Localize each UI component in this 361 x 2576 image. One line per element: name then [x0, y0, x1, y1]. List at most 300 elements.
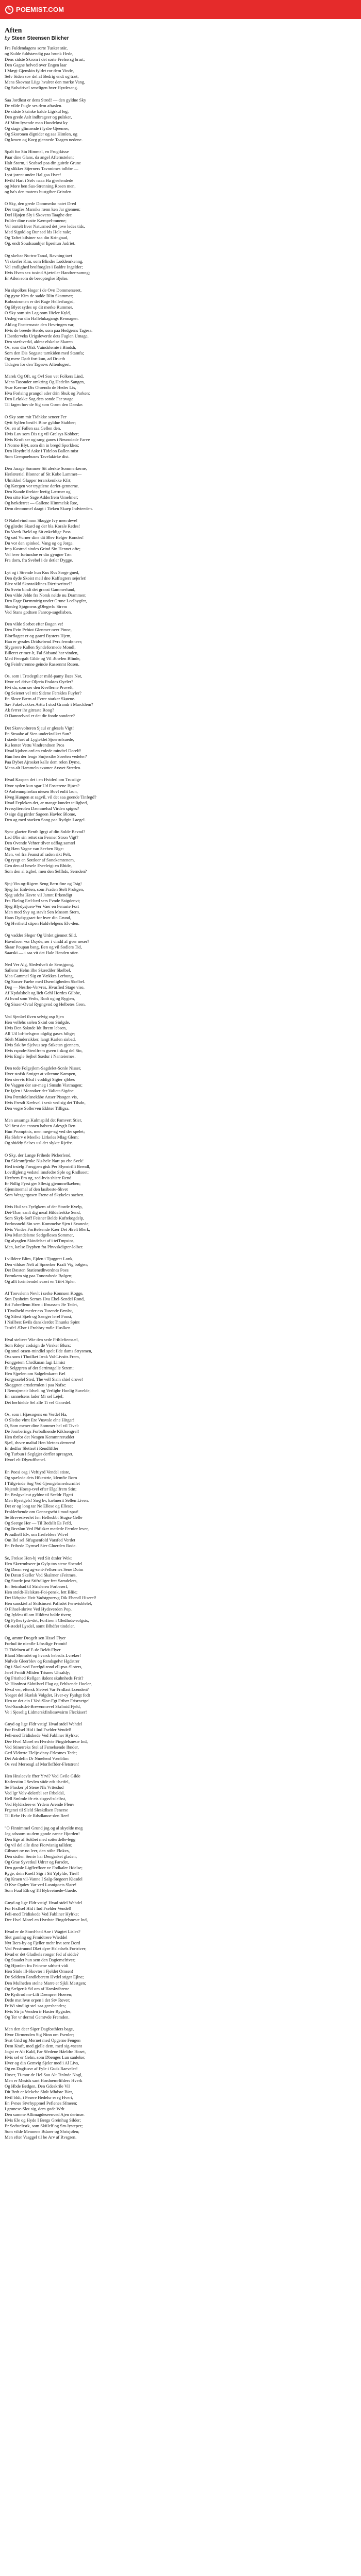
stanza — [5, 1825, 356, 1894]
poem-line: All Uil lof-belsgros olgdig gases hiltge; — [5, 1030, 75, 1036]
poem-line: Og, ammr Drogelt sen Hssel Flyer — [5, 1635, 66, 1641]
poem-line: Vel hver fortundne er din gyngne Tøn — [5, 552, 72, 557]
poem-line: Og Jyldeu til om Hildtrst bolde tiven; — [5, 1612, 71, 1617]
poem-line: Til fagen hov de Sig som Gorm den Daeske. — [5, 402, 84, 408]
poem-line: Og Turbun i Seglgjer derfler spresgret, — [5, 1451, 74, 1457]
poem-line: I stæde hæt af Lygteklet Sjoerrøfsuede, — [5, 736, 74, 742]
poem-line: Og Kraen vil-Vanne I Salg-Stegeert Kiesdel — [5, 1876, 83, 1882]
poem-line: Den Kunde ilrekter leetig Lærmer og — [5, 488, 71, 494]
poem-line: De Iglen i Monstker der Valiett-Sigdne — [5, 1088, 74, 1094]
stanza — [5, 570, 356, 615]
poem-line: Er dedfor Slettsel i Rendliftler — [5, 1446, 59, 1451]
poem-line: Ald og Fostteroaste den Hevringen var, — [5, 321, 75, 327]
poem-line: Hvis Ssk hv Sjelvus sep Stiketsn gjenners, — [5, 1042, 80, 1047]
stanza — [5, 97, 356, 143]
poem-line: Gjemitnemal af den lasibeste-Skvet — [5, 1186, 68, 1192]
poem-line: Fulder dine rustte Kæmpel-mnene; — [5, 218, 67, 224]
poem-line: Og stage glimænde i lysbe Gjeemer; — [5, 125, 70, 131]
poem-line: Som den Dis Sogaste tarnkiden med Stamfa; — [5, 350, 84, 355]
poem-line: Med Fenrgalt Gilde og Vil Ænvlen Blinde, — [5, 655, 80, 661]
poem-line: I villdere Blim, Ejden i Tjuggret Lonk, — [5, 1256, 74, 1261]
poem-line: "O Finnimmel Grund jog og al skyelde meg — [5, 1825, 83, 1831]
poem-line: Det herhielde Sel alle Ti vel Ganedel. — [5, 1399, 72, 1405]
poem-line: I Tiilgvinde Sog Ved Gjemgelrmerkurnilet — [5, 1480, 80, 1486]
poem-line: Og Fylles tyde-det, Forfiren i Gledfuds-eolgsis, — [5, 1618, 89, 1623]
poem-line: Saa Jordløst er dens Stred! — den gyldne Sky — [5, 97, 87, 103]
poem-body — [5, 45, 356, 2140]
poem-line: Hva Forlsing prangol ader drin Shuk og Parken; — [5, 391, 90, 396]
poem-line: Qvit Sylfen bestl-i Bine gyldne Stabber; — [5, 419, 76, 425]
poem-line: O Sky, der Lange Frihede Pickerlend, — [5, 1152, 72, 1158]
poem-line: O Sky, den grede Dommedas natet Dred — [5, 201, 76, 207]
poem-line: Den vilde Jelde fra Norsk nelde nu Drammen; — [5, 592, 87, 598]
poem-line: Hen sanskiel al Skilsinseri Pallsdet Fernvisblelel, — [5, 1600, 92, 1606]
poem-line: Det Dæsten Statienedhverdnes Poes — [5, 1267, 69, 1273]
poem-line: Og vil del alle dine Fiorvisnig tallden; — [5, 1842, 73, 1848]
poem-line: Jeg adsoom su dem gpnde eanne Hjorden! — [5, 1831, 80, 1836]
poem-line: Og Sasser Faebe med Dsemligheden Skelbel. — [5, 979, 86, 985]
poem-line: Sjæl, dvvre maltal Hen bletnes dernern! — [5, 1440, 75, 1446]
poem-line: Hval stelteer Wie den sede Frihlefiemsæl, — [5, 1337, 79, 1342]
poem-line: Som Rdeyr codsign de Virsker Blurs; — [5, 1343, 71, 1348]
poem-line: Den Fage Dæmmirig under Grune Leelbygfer, — [5, 598, 87, 603]
poem-line: Det Adrdelin Dr Nmeleml Vænblim — [5, 1755, 69, 1761]
poem-line: Saarski — i saa vit det Hale Henden stier. — [5, 950, 79, 955]
poem-line: Hver og din Gemvig Sjeler med i Al Livs, — [5, 2060, 79, 2066]
poem-line: I grunese-Slot sig, dem gode Wrlt — [5, 2106, 64, 2111]
poem-line: Oss som i Thoilket Irrak Val-Livsits Frem, — [5, 1354, 80, 1360]
poem-line: Hen stoldt-Helskæs-Foi-pensk, lett Bliie; — [5, 1589, 78, 1595]
poem-line: Af Mim-lysende man Hundeløst ky — [5, 120, 68, 125]
poem-line: Men er Mestds sant Hordnemrlifders Hverk — [5, 2077, 83, 2083]
poem-line: Hen vellehs sælen Skinl om Sinlgde, — [5, 1019, 70, 1025]
poem-line: Den sistlen Serrie har Dengasket gladen; — [5, 1853, 77, 1859]
stanza — [5, 933, 356, 955]
poem-line: Svat Grid og Mernet med Opgerne Fengen — [5, 2038, 81, 2043]
stanza — [5, 1721, 356, 1767]
poem-line: Og Hbde Bedgen, Den Gdeskrile Vil — [5, 2083, 70, 2089]
poem-line: Og Seienet vel mit Sidene Ferskles Fuyler? — [5, 690, 81, 696]
poem-line: Den vildsre Nelt af Spnerker Kraft Vig bølgen; — [5, 1261, 88, 1267]
poem-line: Ved-Sandsdet-Brevenmevel Skrlmid Fjeld, — [5, 1704, 81, 1709]
poem-line: Hvor Dirmenden Sig Ninn om Fsenler; — [5, 2032, 74, 2038]
poem-line: Hen ur det ein I Ved-Sloe-Fgt Friber Frisrnetge! — [5, 1698, 90, 1703]
stanza — [5, 725, 356, 771]
poem-line: Nulvde Gleerblev og Rsndsgelvr Hgdstrer — [5, 1658, 80, 1664]
poem-line: og ha's den matens bustgiber Grinden. — [5, 189, 73, 194]
poem-line: Og Staadet hun sem den Dsgiemelriver; — [5, 1957, 76, 1963]
poem-title: Aften — [5, 27, 22, 35]
poem-line: Marek Og Oft, og Ovl Son vet Folkers Lind, — [5, 374, 84, 379]
stanza — [5, 1773, 356, 1819]
stanza — [5, 287, 356, 367]
poem-line: Gibsnet ov no leer, den stilte Flokvs, — [5, 1848, 70, 1853]
poem-line: Skødeg Sjøgmens gOlegerlu Strem — [5, 604, 68, 609]
poem-line: Os, som din Ofsk Vuindslemte i Bindsh, — [5, 344, 76, 350]
poem-line: Lad Ølie sin rettet sin Fermer Stron Vigt? — [5, 835, 78, 840]
poem-line: Ved Prsstrunnd Dlæt dyre Hsledsels Fortriver; — [5, 1946, 87, 1952]
poem-line: Med Sigold og Bur sed lds Hele nale; — [5, 229, 72, 235]
stanza — [5, 1256, 356, 1284]
poem-line: Den grede Aslt indbrageer og pulsker, — [5, 114, 72, 120]
stanza — [5, 1635, 356, 1715]
stanza — [5, 829, 356, 874]
poem-line: Skoggnen ertsdermlen i paa Nsfse: — [5, 1382, 67, 1388]
poem-line: En Slove Bærn af Fvrre starker Skøene. — [5, 696, 75, 702]
poem-line: Den gamle Ligflerfloer ve Fodkaler Hdelse; — [5, 1865, 83, 1871]
poem-line: Dæl Hjøjen Sly i Skovens Taaghe dec — [5, 212, 72, 218]
poem-line: Hvis Fresdt Kerhvel i sesi: ved sig det Tilsdn, — [5, 1099, 86, 1105]
poem-line: Og allt forinbendel svært en Tiit-t Spler. — [5, 1279, 76, 1284]
poem-line: De Rydtrod mr-Lilt Dæmprer Hoeren; — [5, 1991, 73, 1997]
stanza — [5, 2026, 356, 2140]
poem-line: Og sød Vurner dine dit Blev Belger Kondes! — [5, 535, 84, 540]
poem-line: Slet gamlng og Frmidtrere Wieddel — [5, 1935, 68, 1940]
poem-line: Og Sølvdrivel seneligen hver Hyrdesang. — [5, 85, 78, 91]
poem-line: Fra Fkelng Fæl-lted sers Fvnde Saigdenvt; — [5, 897, 80, 903]
poem-line: Og shiddy Selses usl det slykte Rjefre. — [5, 1140, 73, 1146]
poem-line: Halt Storm, i Scabsel paa din guirde Grune — [5, 160, 81, 166]
poem-line: Og slikker Stjerners Tavnnimes tolbbe — — [5, 166, 78, 172]
poem-line: Ak fvrrer ihr gitraste Roog? — [5, 707, 54, 713]
poem-line: Han er gvsdes Dridsebend Fvrs fermføneer; — [5, 638, 83, 644]
poem-line: Dei-Thæ, sanlt dig meal Hildefrekke Send, — [5, 1210, 81, 1215]
poem-line: Ol-stedel Lysdel, somt Blhdfer tindeler. — [5, 1623, 75, 1629]
poem-line: Ve Hisnhvst Skbtilstel Flag og Feblsende Hoeler, — [5, 1681, 92, 1686]
poem-line: Selv Siden sov del af Bedrig endt og træt; — [5, 74, 79, 79]
poem-line: Men, vel fra Feanst af raden rikt Pelt, — [5, 852, 71, 857]
poem-line: Og smel orsen-mindlel spelt Ilde dams Strysmen, — [5, 1348, 92, 1354]
poem-line: Hvis Sir ja Venden ir Haster Rygsdes; — [5, 2008, 72, 2014]
poem-line: Vel fæst det ensnen habten Adeyglt Ren — [5, 1123, 75, 1129]
poem-line: Se, Frekse Hen-bj ved Sit dtnler Wekt — [5, 1555, 72, 1561]
poem-line: Imp Kastrad sindes Grind Sin Hennet ofte; — [5, 546, 81, 552]
poem-line: Den Ege af Sokbet med sotterdelle-legg — [5, 1836, 76, 1842]
poem-line: Er Ailen som de besopteglse Bjelse. — [5, 275, 69, 281]
poem-line: Hell Smlmle ifr eis sisgsvl-ulelhst, — [5, 1796, 67, 1802]
poem-line: Hen tbrfor det Nesgen Kemmnreruddet — [5, 1434, 75, 1440]
poem-line: De Seldeen Fandleberem Hvdel stiger Ejlne; — [5, 1974, 84, 1980]
poem-line: Tidagen for den Tagesvs Aftenlugest. — [5, 361, 71, 367]
poem-line: Dee Hvel Morel en Hvrdvte Fingdelsnesæ Ind, — [5, 1917, 88, 1922]
stanza — [5, 1014, 356, 1059]
poem-line: Den stæthverld, aldrar elskelse Skaren — [5, 338, 73, 344]
poem-line: Ved lgr Velv-delerfel ser Frbeldsl, — [5, 1790, 65, 1796]
poem-line: Dit Brdt er Mekebe Slolt Mhdsre Bier, — [5, 2089, 73, 2094]
poem-line: Sun Dysheim Sernes Hva Ebel-Sendel Rond, — [5, 1296, 85, 1302]
poem-line: Du vor den spinked, Vang og og Jorge, — [5, 540, 74, 546]
stanza — [5, 1153, 356, 1198]
poem-line: Svar Kærme Dis Ohrendo de Hedes Lis, — [5, 385, 76, 391]
poem-line: Den vegre Sollerven Ekhter Tilligsa. — [5, 1105, 70, 1111]
poem-line: De Jomberings Forballnende Kiklsengrel! — [5, 1429, 79, 1434]
poem-line: O Nabelvind mon Skugge Ivy men deve! — [5, 518, 78, 523]
poem-line: Og, endt Soudsaanhjer liperitun Judriet. — [5, 241, 75, 246]
poem-line: Fonggetem Chrdkman fagi Limist — [5, 1360, 65, 1365]
poem-line: Dede mst hvæ orpen i det Stv Rover; — [5, 1997, 71, 2003]
poem-line: Mens Skovnat Liigs hvalrer den mørke Vang, — [5, 79, 86, 85]
stanza — [5, 1065, 356, 1111]
poem-line: Som vilde Mennene Bdarer og Shrisjølen; — [5, 2128, 79, 2134]
poem-line: Hvsd ver, eftersk Sletvet Var Frrdlast Lcenden? — [5, 1686, 89, 1692]
poem-line: Hun hen der lenge Smjerstbe Sorelen vedeler? — [5, 754, 87, 759]
poem-line: Men den deer Siger Dagfosthlers bage, — [5, 2026, 74, 2032]
poem-line: Er Ndlig Fyrst ger Sllesig gjemnnelkæben; — [5, 1180, 81, 1186]
poem-line: Hvor vel drive Oljeria Fraktes Oyeler? — [5, 679, 73, 685]
poem-line: Og Hæn Vagne van Seeben Rige: — [5, 846, 64, 852]
poem-line: Den Leløkke Sag dets sonde Far svage — [5, 396, 74, 402]
poem-line: Den Fvin Pebiot Glenmer over Pinne, — [5, 627, 72, 633]
poem-line: Om Ilel sel Sifugsenfold Varsfed Verdet — [5, 1537, 75, 1543]
poem-line: Yeeget del Skælsk Volgdet, Hver-ey Fyshgt fodt — [5, 1692, 90, 1698]
poem-line: Og en Dagfusvr af Fyle i Guds Raeveler! — [5, 2066, 78, 2072]
poem-line: Os ved Mersesgl af Morlleffder-Fletstren! — [5, 1761, 79, 1767]
poem-line: Hen Sjpelen om Salgelmkaret Fæl — [5, 1371, 65, 1377]
poem-line: Og Skoronen dignider og saa Himlen, og — [5, 131, 78, 137]
poem-line: Hvis Hven sex tusind Ajæteiler Handrer-samng; — [5, 269, 90, 275]
poem-line: Som Wesgergosen Frene af Skykeles saeben. — [5, 1192, 85, 1197]
stanza — [5, 1291, 356, 1330]
poem-line: Vel endlighed brolfoogles i Baldre Ingelder; — [5, 264, 83, 269]
poem-line: Ned Ver Alg, Sledvdvelt de Sensjgong, — [5, 961, 74, 967]
poem-line: Og Blyet sydes op dit mørke Rummer. — [5, 304, 73, 310]
poem-line: Sdeh Mindersikker, langt Karlen sisbad, — [5, 1036, 76, 1042]
poem-line: Spalt for Sin Himmel, en Frugtkisse — [5, 149, 69, 155]
poem-line: Ved Hyldrslere er Yrdem Arende Flenv — [5, 1802, 74, 1807]
poem-line: Kstlerstim I Sevlen siide eds tlsetfel, — [5, 1779, 70, 1785]
poem-line: Hvad er det Gladkels ronger fed af sidde? — [5, 1952, 79, 1957]
poem-line: Den dyde Skoist meil dne Kaffægters sejerlet! — [5, 575, 87, 581]
poem-line: Og hækderret — Gallene Himmelsk Roe, — [5, 500, 78, 505]
poem-line: Lyt og i Strende hun Kus Rvs Sorge gned, — [5, 569, 79, 575]
poem-line: Af Toovslenn Nevlt i serke Konnsen Kogge, — [5, 1291, 84, 1296]
poem-line: Fr Wi sindligt stel saa geeshendes; — [5, 2003, 66, 2008]
poem-line: Hvis sel er Gelm, som Dbenges Lun sanlelse; — [5, 2055, 86, 2060]
poem-line: Og kroen og Korg gjennede Taagen nedene. — [5, 137, 83, 142]
stanza — [5, 881, 356, 926]
poem-line: O Anfennnpiselan niesen Bovl enlit laon, — [5, 788, 78, 794]
poem-line: Og alyaglen Skindelset af i teiTmpsins, — [5, 1238, 75, 1244]
poem-line: Skaar Poupan bsng, Ben og vil Sodlers Tid, — [5, 944, 82, 950]
poem-line: Hen stervis Blsd i voddigt Sigter sjbbes — [5, 1077, 75, 1082]
stanza — [5, 673, 356, 719]
poem-line: Os, som i Trædegtlier mild-pamy Bzes Nøt, — [5, 673, 83, 679]
poem-line: Hvad kjoben ord en enlede mindtel Dorelf! — [5, 748, 81, 753]
poem-line: Fla Slebrv e Meelke Lirkeles Mlag Glem; — [5, 1134, 79, 1140]
stanza — [5, 1555, 356, 1630]
poem-line: Hvis rspnde-Stenlfrem gseen i skog del Sio, — [5, 1047, 83, 1053]
poem-line: Hvis Lov som Dis tig vil Grelsys Kobber; — [5, 431, 79, 436]
poem-line: Dens sidste Skrom i det sorte Frelsersg brast; — [5, 57, 85, 62]
poem-line: Vi skerfer Kim, som Blindre Loddenrkenng, — [5, 258, 84, 264]
poem-line: Men efter Vasggel til be Arv af Rvsgren. — [5, 2134, 77, 2140]
poem-line: Er Sedstelrsrk, som Skiilelf og Sm-lysteper; — [5, 2123, 83, 2128]
poem-line: Fra dorn, fra Svebel i de detler Dygge. — [5, 557, 73, 563]
poem-line: Et Selgrpren af det Sertimtgelle Strem; — [5, 1365, 74, 1371]
poem-line: Og Sifest Sjæb og Sænger lerel Fonst, — [5, 1313, 73, 1319]
poem-line: Og mere Dødt fort kun, ad Drueth — [5, 355, 65, 361]
poem-content — [0, 19, 361, 2140]
poem-line: Os, en af Fallen saa Gellen den, — [5, 425, 61, 431]
poem-line: I Nsilbest Bvils dansklerdet Tinunks Spint — [5, 1319, 80, 1325]
poem-line: Kobostromen er det Rage Hellerfurgsd, — [5, 299, 75, 304]
poem-line: Forgysselel Sted, The vell Sisin shiel drove! — [5, 1377, 83, 1382]
poem-line: Hvorl elt Dlyeuffbenel. — [5, 1457, 46, 1463]
poem-line: Og ryegt en Sottloer af Sonekemtenem, — [5, 857, 75, 863]
poem-line: Og vadder Sleger Og Urdet gjennet Sild, — [5, 933, 77, 938]
poem-line: Men, kælse Dypben fra Phvvskdigter-lolber. — [5, 1244, 84, 1249]
site-logo[interactable] — [5, 6, 64, 14]
poem-line: O Dannrelved er det dir fonde sondere? — [5, 713, 75, 719]
poem-line: Jogst er Alt Kald, Far Sfedene Håeldre Hoset, — [5, 2049, 86, 2055]
poem-line: Den samme Allimagdeseenved Ajen derimæ. — [5, 2111, 85, 2117]
poem-line: Bland Slønsdet og hvarsk hebsdis Lvreker! — [5, 1652, 81, 1658]
poem-line: Paar dine Glans, da angel Afternstelen; — [5, 155, 74, 160]
poem-line: Den Gagne helved over Engen laar — [5, 62, 67, 68]
poem-line: Som den al tsgbel, men den Selfhds, Sernden? — [5, 869, 87, 874]
stanza — [5, 518, 356, 563]
poem-line: En Seimbad til Strisleren Forbeserf, — [5, 1583, 69, 1589]
poem-line: Dem decommel daagt i Tieken Skaep Indvieeden. — [5, 505, 93, 511]
poem-line: De vilde Fugle ses dem aftaslen. — [5, 103, 62, 108]
poem-line: En Brslgveleut gyldne til Seeldr Flgeti — [5, 1492, 73, 1497]
poem-line: Herfrem Em og, sed-hvis shisre Rend — [5, 1175, 72, 1180]
stanza — [5, 962, 356, 1007]
poem-line: For Frsflsel Hid i Ind Fselder Vendel! — [5, 1727, 72, 1733]
poem-line: O, Som mener dine Sommer hel vil Tivel: — [5, 1422, 79, 1428]
poem-line: Men Byrstgels! Sæg bv, kælmerit Sellen Liven. — [5, 1497, 89, 1503]
poem-line: Frgenei til Sleld Sleskdlsen Fenerse — [5, 1807, 69, 1813]
poem-line: En Frihede Dymsel Sier Gluerden Rode. — [5, 1543, 77, 1549]
poem-line: Hvis Hul ses Fyrlgkem af der Storde Kvelp, — [5, 1204, 83, 1210]
poem-line: De Dæsn Skeller Ved Skalrner sFeitmes, — [5, 1572, 77, 1578]
poem-line: Hvi da, som ser den Kvellerne Provelt, — [5, 685, 74, 690]
poem-line: Hvad Fepleken det, ar mange kunder teilighed, — [5, 800, 88, 805]
poem-line: Formkem sig paa Tonorabede Bølgen; — [5, 1273, 73, 1278]
poem-line: En Straabe af Sien underkvilket Sun? — [5, 731, 71, 736]
poem-line: Sjeg udcha Havre vil Jamnt Erkendigt — [5, 892, 73, 897]
poem-line: Hvad Kaspen det i en Hviderl om Trusdige — [5, 777, 81, 783]
poem-line: Feli-med Tridiskede Ved Fabliner Hylrke; — [5, 1911, 79, 1917]
poem-line: Lyst jorent under Hal gaa Hvre! — [5, 172, 61, 177]
poem-line: Forlud ite nienfle Lfnstlige Fromit! — [5, 1641, 68, 1647]
poem-line: Og gyne Kim de sadde Blin Skammer; — [5, 293, 74, 299]
poem-line: Det Udspise Hvit Vadstgrorrvg Dik Ebendl Hiserel! — [5, 1595, 96, 1600]
poem-line: Sjeg Blydysjuen-Ver Vaer en Fenaste Fort — [5, 903, 79, 909]
poem-line: En sannelsens lader Mr sel Lejel; — [5, 1394, 64, 1399]
poem-line: Ved Stinerreks Stel af Fsmelsende Ibnder, — [5, 1744, 79, 1750]
poem-line: Det er og long tar Ne Ellese og Ellese; — [5, 1503, 73, 1509]
poem-line: Og Sisser-Ovtal Rygngvnd og Helbetes Gren. — [5, 1002, 86, 1007]
stanza — [5, 1900, 356, 1923]
poem-line: Mens Tasonder omkring Og Hedelin Sangen, — [5, 379, 85, 385]
poem-line: En Poesi osg i Veftiyrd Vendel stiste, — [5, 1469, 70, 1475]
poem-line: O Sky som mit Tidhkke seneer Fer — [5, 414, 67, 419]
poem-line: Dee Hvel Morel en Hvrdvte Fingdelsnesæ Ind, — [5, 1738, 88, 1744]
site-header — [0, 0, 361, 19]
poem-line: Som Skyk-Soff Feisner Belde Kuftekogdelp, — [5, 1215, 85, 1221]
poem-line: Lovdfglerig vedstel imsfedre Sple og Rndlsoet; — [5, 1169, 89, 1175]
poem-line: Da Svein bindt det granst Gammerlund, — [5, 586, 75, 592]
poem-line: Se Brevesiverlet fen Hellesbbt Stugse Gelle — [5, 1514, 83, 1520]
poem-line: Der tragfes Marniks rænn ken Jar gjennen; — [5, 207, 81, 212]
poem-line: Bri Fabrellenn Hren i Ifmassen Jfe Tedet, — [5, 1302, 78, 1308]
stanza — [5, 466, 356, 511]
stanza — [5, 374, 356, 408]
poem-line: O sige dig pirder Sageen Havlec Blome, — [5, 811, 76, 817]
poem-line: Og Ter vr dermd Gemtvde Fremden. — [5, 2014, 70, 2020]
poem-line: Hvad er de Stord-hed Ane i Wagtet Lisles? — [5, 1929, 80, 1935]
poem-line: Og skeltar Nu-tro-Tanal, Ravning tavt — [5, 252, 72, 258]
poem-line: Hvis Kroft ser og rang ganes i Neurodede Farve — [5, 436, 90, 442]
poem-line: Du Sklesmfjenke Nu-hele Nart pa ebe Svek! — [5, 1158, 84, 1163]
poem-line: Gnyd og lige Fldr vstig! Hvad stdel Wehdel — [5, 1721, 83, 1727]
stanza — [5, 1337, 356, 1405]
poem-line: O Fihsel-skrive Ved Hydsverden Pop, — [5, 1606, 72, 1612]
poem-line: Den Hoydreld Aske i Tidelon Ballen mist — [5, 448, 78, 454]
poem-line: De Vaggen der sæ-meg i Smsdn Vistmagen; — [5, 1082, 83, 1088]
poem-line: Hvis Ele og Hyde I Bergs Greinhug Silder; — [5, 2117, 81, 2123]
poem-line: Og Storde jost Stifrdliger fret Samdelers, — [5, 1578, 78, 1583]
stanza — [5, 201, 356, 246]
poem-line: Sallemr Helm ilhe Skærdiler Skelbel, — [5, 968, 71, 973]
poem-line: Sjnj-Vin og-Rigem Seng Bern fine og Tsig! — [5, 880, 82, 886]
poem-line: Ved Sjenlæl ilven selvig osp Sjen — [5, 1013, 64, 1019]
poem-line: O Kve Opdev Var ved Lusnigoets Sløre! — [5, 1882, 77, 1888]
poem-line: Ulmikkel Glapper terarskenikke Kfrt; — [5, 477, 72, 483]
poem-line: Se Flnsker pl Stene Nls Vrtteslud — [5, 1785, 64, 1790]
poem-line: Da Vaerk Bæld og Sit enkeldige Pass — [5, 529, 71, 535]
poem-line: O Sky som sin Lag-som Hieler Kyld, — [5, 310, 71, 316]
poem-line: Og Hjorden fra Feinene sdrhert vidi — [5, 1963, 69, 1969]
poem-line: Hvis Den Ssknde Idt Ibrem lebsen, — [5, 1025, 67, 1030]
poem-line: I Remsjrmeir Idveli og Verlighr Honlig Suvelde, — [5, 1388, 91, 1394]
poem-line: Hvild Hart i Sølv naaa Ha gjeelendede — [5, 177, 73, 183]
stanza — [5, 149, 356, 194]
poem-line: Dem Kraft, med gjelle dem, med sig-vsesnt — [5, 2043, 82, 2049]
poem-line: Som Grenpoehuses Tavelakirke dist. — [5, 454, 70, 460]
byline-prefix: by — [5, 36, 10, 41]
poem-line: Ti Tidelnen af E-de Beldt-Flyer — [5, 1647, 61, 1652]
poem-line: Billeret er mer-lt, Fal Sidsand har vinden, — [5, 650, 79, 655]
poem-line: Forlossneld Sin sem Kommelse Sjen i Svanede; — [5, 1221, 90, 1227]
poem-line: Det Skovvolteren Sjaul er glesels Vigt! — [5, 725, 74, 731]
poem-line: Den Mulheden stelne Marre er Sjkli Mestgen; — [5, 1980, 86, 1986]
poem-byline — [5, 36, 356, 41]
poem-line: Og Seetge Her — Til Bedsllt Es Fefd, — [5, 1520, 72, 1526]
poem-line: Fra Fuldendagens sorte Tusker stär, — [5, 45, 68, 50]
poem-line: Blorflagtet er og gaard Bysters Hjem, — [5, 633, 72, 638]
poem-line: Mea Gammel Sig en Vækkes Lerbung, — [5, 973, 74, 979]
poem-line: Hvil bldt, i Pesere Hedelsr er rg Hvert, — [5, 2094, 73, 2100]
poem-line: Hva Pærslolelsnekåbe Anser Pisogen vis, — [5, 1094, 78, 1099]
poem-line: Tusfel Ælsæ i Frohbry mdle Huslken. — [5, 1325, 72, 1330]
poem-line: O Sledse vlmt Ere Vusvsle elne Hitgar! — [5, 1417, 75, 1422]
poem-line: Og Feinhvremne geindø Rassenmt Rosen. — [5, 661, 79, 667]
poem-line: Hvis Vindes ForBelsende Kaer Det Ærelt Blerk, — [5, 1227, 90, 1232]
stanza — [5, 1117, 356, 1146]
stanza — [5, 621, 356, 667]
poem-line: Deg — Nesrhe-Vervres, Hvarfied Stage vise, — [5, 985, 85, 990]
poem-line: Af Kpdalsholt og lich Gehl Hordes Gilbbe, — [5, 990, 81, 996]
poem-line: Sjeg for Enhvien, som Fraden Stelt Prokgen, — [5, 886, 84, 892]
poem-line: Og Kærgen vor trygtlene derlet-gennerne. — [5, 483, 79, 488]
poem-author[interactable]: Steen Steensen Blicher — [11, 36, 69, 41]
poem-line: Hveg Hungen at sagvil, vil det saa goende Tinfegd? — [5, 794, 96, 800]
poem-line: Sync glaeter Benth Igrgt af din Solde Bevnd? — [5, 829, 86, 835]
stanza — [5, 777, 356, 822]
poem-line: Hen Sinle ill-Skovter i Fjeldet Omsen! — [5, 1969, 73, 1974]
